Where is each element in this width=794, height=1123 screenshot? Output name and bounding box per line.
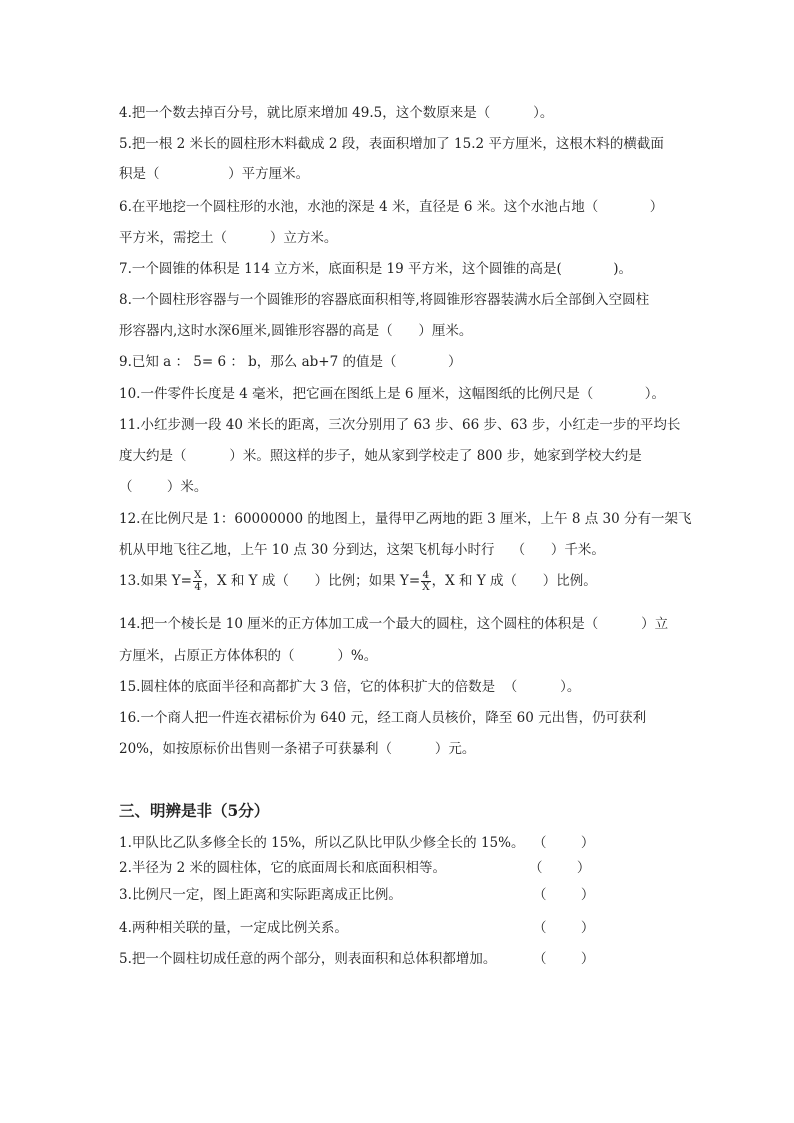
fraction-4-over-x xyxy=(421,570,430,593)
question-14-line-2: 方厘米，占原正方体体积的（ ）%。 xyxy=(119,648,378,664)
fraction-1-denominator: 4 xyxy=(194,581,202,593)
question-11-line-3: （ ）米。 xyxy=(119,479,208,495)
question-13-part-2: ，X 和 Y 成（ ）比例；如果 Y= xyxy=(203,573,421,589)
judge-item-2-text: 2.半径为 2 米的圆柱体，它的底面周长和底面积相等。 xyxy=(119,860,447,876)
question-16-line-1: 16.一个商人把一件连衣裙标价为 640 元，经工商人员核价，降至 60 元出售，仍可获利 xyxy=(119,710,647,726)
judge-item-5-answer-blank: （ ） xyxy=(533,951,595,967)
question-13 xyxy=(119,563,597,599)
judge-item-3-answer-blank: （ ） xyxy=(533,887,595,903)
question-13-part-3: ，X 和 Y 成（ ）比例。 xyxy=(431,573,597,589)
question-11-line-1: 11.小红步测一段 40 米长的距离，三次分别用了 63 步、66 步、63 步，小红走一步的平均长 xyxy=(119,417,681,433)
fraction-x-over-4 xyxy=(193,570,202,593)
question-9: 9.已知 a ： 5= 6 ： b，那么 ab+7 的值是（ ） xyxy=(119,354,462,370)
question-6-line-1: 6.在平地挖一个圆柱形的水池，水池的深是 4 米，直径是 6 米。这个水池占地（ ） xyxy=(119,199,664,215)
question-6-line-2: 平方米，需挖土（ ）立方米。 xyxy=(119,230,338,246)
question-13-part-1: 13.如果 Y= xyxy=(119,573,192,589)
question-16-line-2: 20%，如按原标价出售则一条裙子可获暴利（ ）元。 xyxy=(119,741,476,757)
question-12-line-2: 机从甲地飞往乙地，上午 10 点 30 分到达，这架飞机每小时行 （ ）千米。 xyxy=(119,542,605,558)
question-8-line-1: 8.一个圆柱形容器与一个圆锥形的容器底面积相等,将圆锥形容器装满水后全部倒入空圆柱 xyxy=(119,292,650,308)
question-14-line-1: 14.把一个棱长是 10 厘米的正方体加工成一个最大的圆柱，这个圆柱的体积是（ ）立 xyxy=(119,616,669,632)
judge-item-4-text: 4.两种相关联的量，一定成比例关系。 xyxy=(119,920,348,936)
fraction-2-numerator: 4 xyxy=(422,569,430,581)
fraction-2-denominator: X xyxy=(422,581,430,593)
question-5-line-1: 5.把一根 2 米长的圆柱形木料截成 2 段，表面积增加了 15.2 平方厘米，这根木料的横截面 xyxy=(119,136,664,152)
question-12-line-1: 12.在比例尺是 1：60000000 的地图上，量得甲乙两地的距 3 厘米，上午 8 点 30 分有一架飞 xyxy=(119,511,692,527)
question-7: 7.一个圆锥的体积是 114 立方米，底面积是 19 平方米，这个圆锥的高是( )。 xyxy=(119,261,633,277)
judge-item-3-text: 3.比例尺一定，图上距离和实际距离成正比例。 xyxy=(119,887,402,903)
question-10: 10.一件零件长度是 4 毫米，把它画在图纸上是 6 厘米，这幅图纸的比例尺是（ ）。 xyxy=(119,386,666,402)
question-4: 4.把一个数去掉百分号，就比原来增加 49.5，这个数原来是（ ）。 xyxy=(119,105,554,121)
section-3-title: 三、明辨是非（5分） xyxy=(119,801,270,820)
judge-item-1-text: 1.甲队比乙队多修全长的 15%，所以乙队比甲队少修全长的 15%。 xyxy=(119,835,525,851)
judge-item-2-answer-blank: （ ） xyxy=(529,860,591,876)
fraction-1-numerator: X xyxy=(193,569,202,581)
judge-item-5-text: 5.把一个圆柱切成任意的两个部分，则表面积和总体积都增加。 xyxy=(119,951,497,967)
question-8-line-2: 形容器内,这时水深6厘米,圆锥形容器的高是（ ）厘米。 xyxy=(119,323,473,339)
judge-item-1-answer-blank: （ ） xyxy=(533,835,595,851)
judge-item-4-answer-blank: （ ） xyxy=(533,920,595,936)
question-11-line-2: 度大约是（ ）米。照这样的步子，她从家到学校走了 800 步，她家到学校大约是 xyxy=(119,448,642,464)
question-15: 15.圆柱体的底面半径和高都扩大 3 倍，它的体积扩大的倍数是 （ ）。 xyxy=(119,679,581,695)
question-5-line-2: 积是（ ）平方厘米。 xyxy=(119,166,310,182)
